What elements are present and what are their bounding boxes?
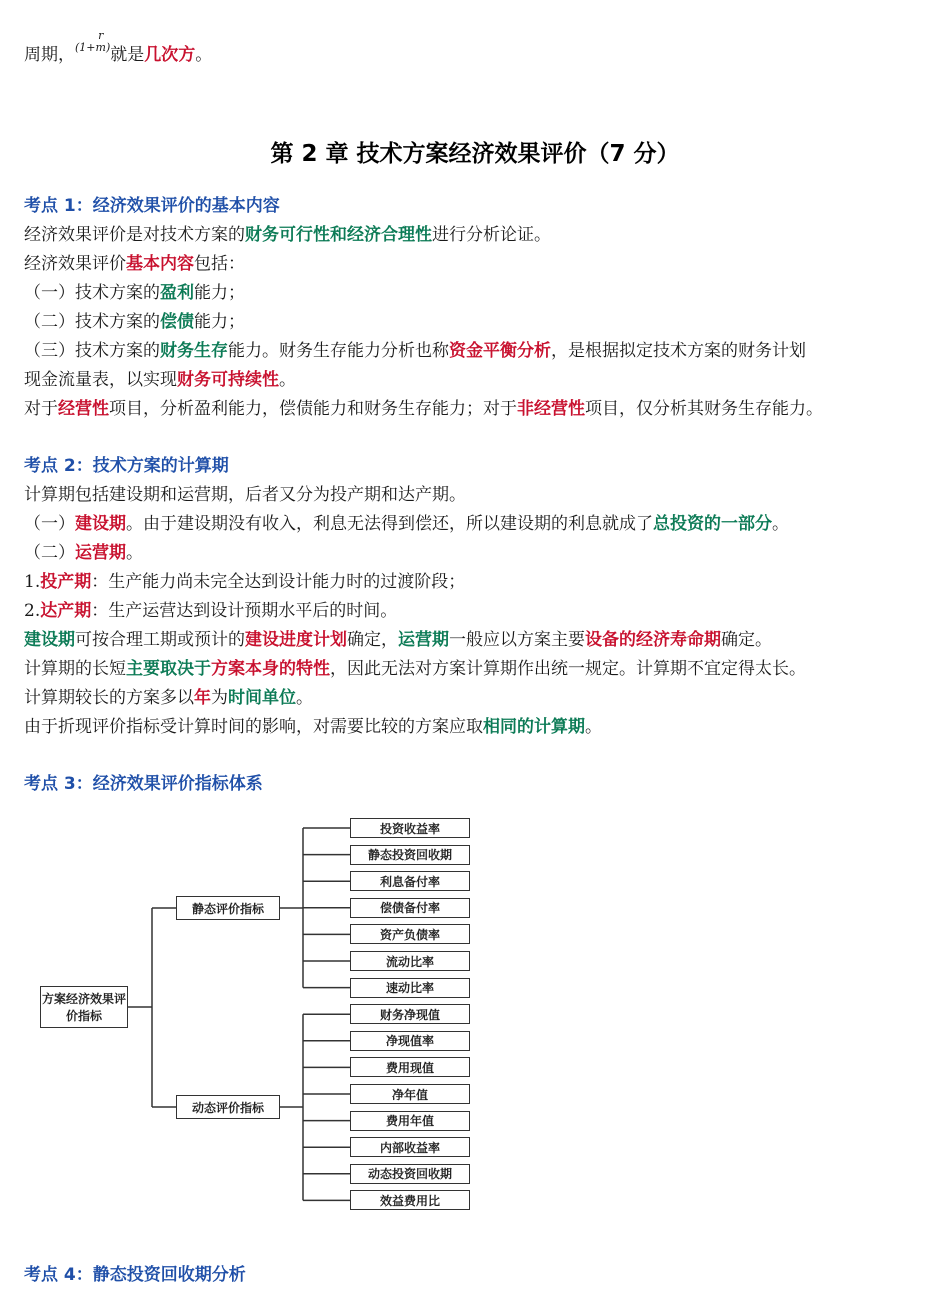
s1-line-4: （二）技术方案的偿债能力；	[24, 312, 245, 332]
section-3-heading: 考点 3：经济效果评价指标体系	[24, 774, 263, 794]
static-indicator-leaf: 静态投资回收期	[350, 845, 470, 865]
chapter-title: 第 2 章 技术方案经济效果评价（7 分）	[270, 141, 680, 167]
static-indicator-leaf: 资产负债率	[350, 924, 470, 944]
dynamic-indicator-leaf: 费用年值	[350, 1111, 470, 1131]
section-2-heading: 考点 2：技术方案的计算期	[24, 456, 229, 476]
dynamic-indicator-leaf: 动态投资回收期	[350, 1164, 470, 1184]
s1-line-6: 现金流量表，以实现财务可持续性。	[24, 370, 296, 390]
intro-text: 周期，	[24, 45, 75, 65]
root-node: 方案经济效果评价指标	[40, 986, 128, 1028]
dynamic-indicator-leaf: 内部收益率	[350, 1137, 470, 1157]
compound-formula: (1+ r m )	[75, 29, 111, 54]
dynamic-indicator-leaf: 财务净现值	[350, 1004, 470, 1024]
s2-line-2: （一）建设期。由于建设期没有收入，利息无法得到偿还，所以建设期的利息就成了总投资的一部分。	[24, 514, 789, 534]
s2-line-3: （二）运营期。	[24, 543, 143, 563]
section-1-heading: 考点 1：经济效果评价的基本内容	[24, 196, 280, 216]
s2-line-8: 计算期较长的方案多以年为时间单位。	[24, 688, 313, 708]
s2-line-6: 建设期可按合理工期或预计的建设进度计划确定，运营期一般应以方案主要设备的经济寿命期确定。	[24, 630, 772, 650]
s1-line-3: （一）技术方案的盈利能力；	[24, 283, 245, 303]
s2-line-1: 计算期包括建设期和运营期，后者又分为投产期和达产期。	[24, 485, 466, 505]
dynamic-indicator-leaf: 净现值率	[350, 1031, 470, 1051]
static-indicators-node: 静态评价指标	[176, 896, 280, 920]
dynamic-indicator-leaf: 费用现值	[350, 1057, 470, 1077]
s1-line-7: 对于经营性项目，分析盈利能力，偿债能力和财务生存能力；对于非经营性项目，仅分析其财务生存能力。	[24, 399, 823, 419]
s2-line-7: 计算期的长短主要取决于方案本身的特性，因此无法对方案计算期作出统一规定。计算期不宜定得太长。	[24, 659, 806, 679]
s1-line-2: 经济效果评价基本内容包括：	[24, 254, 245, 274]
s1-line-1: 经济效果评价是对技术方案的财务可行性和经济合理性进行分析论证。	[24, 225, 551, 245]
dynamic-indicator-leaf: 效益费用比	[350, 1190, 470, 1210]
dynamic-indicator-leaf: 净年值	[350, 1084, 470, 1104]
static-indicator-leaf: 偿债备付率	[350, 898, 470, 918]
static-indicator-leaf: 流动比率	[350, 951, 470, 971]
s1-line-5: （三）技术方案的财务生存能力。财务生存能力分析也称资金平衡分析，是根据拟定技术方案的财务计划	[24, 341, 806, 361]
s2-line-4: 1.投产期：生产能力尚未完全达到设计能力时的过渡阶段；	[24, 572, 466, 592]
dynamic-indicators-node: 动态评价指标	[176, 1095, 280, 1119]
static-indicator-leaf: 利息备付率	[350, 871, 470, 891]
intro-line: 周期，(1+ r m )就是几次方。	[24, 29, 213, 65]
s2-line-5: 2.达产期：生产运营达到设计预期水平后的时间。	[24, 601, 398, 621]
s2-line-9: 由于折现评价指标受计算时间的影响，对需要比较的方案应取相同的计算期。	[24, 717, 602, 737]
static-indicator-leaf: 投资收益率	[350, 818, 470, 838]
section-4-heading: 考点 4：静态投资回收期分析	[24, 1265, 246, 1285]
static-indicator-leaf: 速动比率	[350, 978, 470, 998]
